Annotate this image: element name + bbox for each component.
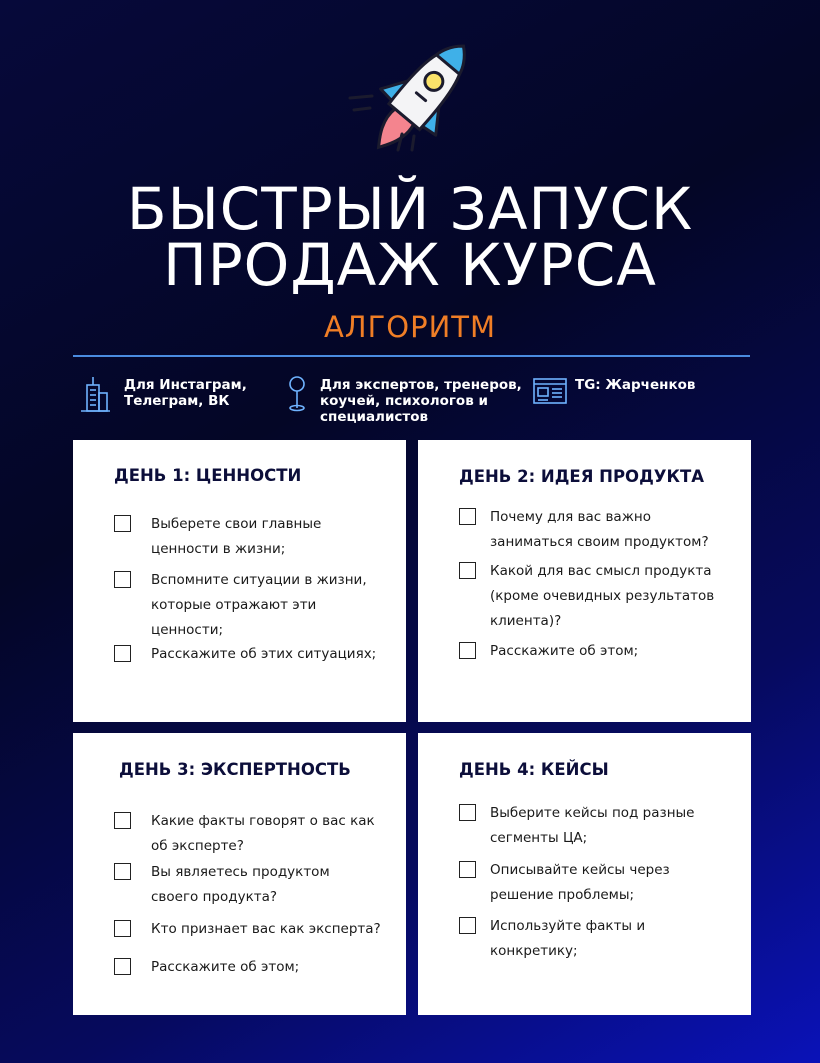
checkbox[interactable]	[459, 917, 476, 934]
page-title-line-2: ПРОДАЖ КУРСА	[163, 231, 657, 299]
checklist-item-text: Расскажите об этих ситуациях;	[151, 646, 377, 662]
checklist-item-text: Описывайте кейсы через решение проблемы;	[490, 862, 670, 903]
subtitle: АЛГОРИТМ	[323, 310, 497, 344]
checkbox[interactable]	[114, 645, 131, 662]
card-title: ДЕНЬ 3: ЭКСПЕРТНОСТЬ	[119, 760, 351, 779]
checklist-item-text: Кто признает вас как эксперта?	[151, 921, 381, 937]
checkbox[interactable]	[114, 515, 131, 532]
info-platforms-text: Для Инстаграм, Телеграм, ВК	[124, 377, 247, 409]
checklist-item-text: Почему для вас важно заниматься своим продуктом?	[490, 509, 709, 550]
checklist-item-text: Вспомните ситуации в жизни, которые отражают эти ценности;	[151, 572, 367, 638]
checklist-item-text: Какой для вас смысл продукта (кроме очевидных результатов клиента)?	[490, 563, 715, 629]
checklist-item-text: Выберите кейсы под разные сегменты ЦА;	[490, 805, 695, 846]
checklist-item-text: Используйте факты и конкретику;	[490, 918, 646, 959]
divider	[73, 355, 750, 357]
info-contact-text: TG: Жарченков	[575, 377, 696, 393]
card-title: ДЕНЬ 2: ИДЕЯ ПРОДУКТА	[459, 467, 705, 486]
checkbox[interactable]	[114, 958, 131, 975]
checkbox[interactable]	[114, 920, 131, 937]
checklist-item-text: Расскажите об этом;	[490, 643, 639, 659]
checklist-item-text: Какие факты говорят о вас как об эксперте?	[151, 813, 375, 854]
checklist-item-text: Выберете свои главные ценности в жизни;	[151, 516, 322, 557]
checklist-item-text: Расскажите об этом;	[151, 959, 300, 975]
checkbox[interactable]	[459, 642, 476, 659]
browser-window-icon	[532, 375, 568, 405]
card-title: ДЕНЬ 4: КЕЙСЫ	[459, 760, 609, 779]
rocket-icon	[340, 26, 490, 156]
checkbox[interactable]	[114, 571, 131, 588]
building-icon	[78, 375, 112, 413]
card-title: ДЕНЬ 1: ЦЕННОСТИ	[114, 466, 302, 485]
checkbox[interactable]	[459, 804, 476, 821]
page-title-line-1: БЫСТРЫЙ ЗАПУСК	[126, 175, 694, 243]
card-day-4	[418, 733, 751, 1015]
checkbox[interactable]	[114, 812, 131, 829]
checkbox[interactable]	[459, 861, 476, 878]
checklist-item-text: Вы являетесь продуктом своего продукта?	[151, 864, 330, 905]
card-day-1	[73, 440, 406, 722]
checkbox[interactable]	[459, 562, 476, 579]
map-pin-icon	[287, 375, 313, 413]
card-day-2	[418, 440, 751, 722]
checkbox[interactable]	[114, 863, 131, 880]
checkbox[interactable]	[459, 508, 476, 525]
card-day-3	[73, 733, 406, 1015]
info-audience-text: Для экспертов, тренеров, коучей, психологов и специалистов	[320, 377, 522, 425]
